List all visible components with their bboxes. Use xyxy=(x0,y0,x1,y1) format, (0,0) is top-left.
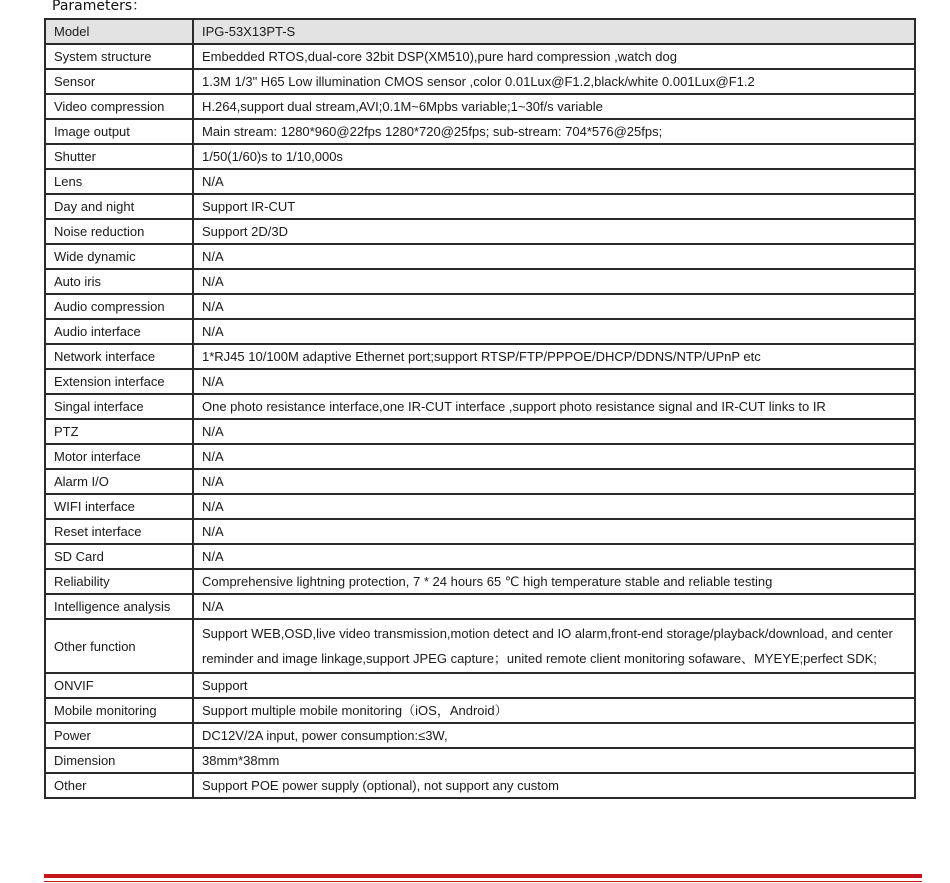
param-label: SD Card xyxy=(45,544,193,569)
table-row xyxy=(45,194,915,219)
table-row xyxy=(45,544,915,569)
param-label: Reset interface xyxy=(45,519,193,544)
table-row xyxy=(45,723,915,748)
param-value: N/A xyxy=(193,544,915,569)
parameters-table xyxy=(44,18,916,799)
table-row xyxy=(45,444,915,469)
param-label: Audio compression xyxy=(45,294,193,319)
table-row xyxy=(45,44,915,69)
param-label: Model xyxy=(45,19,193,44)
param-label: Noise reduction xyxy=(45,219,193,244)
table-row xyxy=(45,698,915,723)
param-label: Reliability xyxy=(45,569,193,594)
parameters-table-body xyxy=(45,19,915,798)
param-label: Video compression xyxy=(45,94,193,119)
table-row xyxy=(45,494,915,519)
footer-rule-thin xyxy=(44,881,922,882)
table-row xyxy=(45,419,915,444)
param-value: Main stream: 1280*960@22fps 1280*720@25fps; sub-stream: 704*576@25fps; xyxy=(193,119,915,144)
param-value: N/A xyxy=(193,369,915,394)
param-value: 38mm*38mm xyxy=(193,748,915,773)
param-label: Network interface xyxy=(45,344,193,369)
param-label: Extension interface xyxy=(45,369,193,394)
table-row xyxy=(45,619,915,673)
param-value: N/A xyxy=(193,269,915,294)
param-value: 1.3M 1/3" H65 Low illumination CMOS sensor ,color 0.01Lux@F1.2,black/white 0.001Lux@F1.2 xyxy=(193,69,915,94)
table-row xyxy=(45,569,915,594)
param-value: N/A xyxy=(193,494,915,519)
param-label: Image output xyxy=(45,119,193,144)
param-value: N/A xyxy=(193,594,915,619)
param-label: Power xyxy=(45,723,193,748)
param-label: Mobile monitoring xyxy=(45,698,193,723)
table-row xyxy=(45,19,915,44)
param-value: 1/50(1/60)s to 1/10,000s xyxy=(193,144,915,169)
param-value: Support 2D/3D xyxy=(193,219,915,244)
table-row xyxy=(45,244,915,269)
table-row xyxy=(45,294,915,319)
param-value: N/A xyxy=(193,244,915,269)
param-value: 1*RJ45 10/100M adaptive Ethernet port;support RTSP/FTP/PPPOE/DHCP/DDNS/NTP/UPnP etc xyxy=(193,344,915,369)
param-label: Singal interface xyxy=(45,394,193,419)
param-value: N/A xyxy=(193,444,915,469)
param-label: Alarm I/O xyxy=(45,469,193,494)
table-row xyxy=(45,219,915,244)
table-row xyxy=(45,269,915,294)
param-value: N/A xyxy=(193,419,915,444)
param-label: Sensor xyxy=(45,69,193,94)
param-label: Wide dynamic xyxy=(45,244,193,269)
table-row xyxy=(45,773,915,798)
table-row xyxy=(45,144,915,169)
param-value: Support WEB,OSD,live video transmission,motion detect and IO alarm,front-end storage/playback/download, and center reminder and image linkage,support JPEG capture；united remote client monitoring sofaware、MYEYE;perfect SDK; xyxy=(193,619,915,673)
param-value: Embedded RTOS,dual-core 32bit DSP(XM510),pure hard compression ,watch dog xyxy=(193,44,915,69)
table-row xyxy=(45,94,915,119)
param-label: WIFI interface xyxy=(45,494,193,519)
param-label: Dimension xyxy=(45,748,193,773)
param-value: N/A xyxy=(193,169,915,194)
param-label: Day and night xyxy=(45,194,193,219)
table-row xyxy=(45,119,915,144)
param-label: Other function xyxy=(45,619,193,673)
param-label: Auto iris xyxy=(45,269,193,294)
param-label: ONVIF xyxy=(45,673,193,698)
param-label: Audio interface xyxy=(45,319,193,344)
param-value: One photo resistance interface,one IR-CUT interface ,support photo resistance signal and IR-CUT links to IR xyxy=(193,394,915,419)
param-label: Intelligence analysis xyxy=(45,594,193,619)
table-row xyxy=(45,394,915,419)
param-value: Support POE power supply (optional), not support any custom xyxy=(193,773,915,798)
param-value: Comprehensive lightning protection, 7 * 24 hours 65 ℃ high temperature stable and reliable testing xyxy=(193,569,915,594)
param-value: N/A xyxy=(193,519,915,544)
table-row xyxy=(45,69,915,94)
param-value: DC12V/2A input, power consumption:≤3W, xyxy=(193,723,915,748)
param-label: System structure xyxy=(45,44,193,69)
param-label: PTZ xyxy=(45,419,193,444)
table-row xyxy=(45,673,915,698)
param-label: Shutter xyxy=(45,144,193,169)
param-label: Other xyxy=(45,773,193,798)
param-value: N/A xyxy=(193,469,915,494)
table-row xyxy=(45,748,915,773)
param-value: H.264,support dual stream,AVI;0.1M~6Mpbs variable;1~30f/s variable xyxy=(193,94,915,119)
table-row xyxy=(45,319,915,344)
footer-rule-thick xyxy=(44,874,922,878)
table-row xyxy=(45,169,915,194)
table-row xyxy=(45,344,915,369)
param-label: Motor interface xyxy=(45,444,193,469)
param-value: Support multiple mobile monitoring（iOS，Android） xyxy=(193,698,915,723)
table-row xyxy=(45,519,915,544)
param-value: N/A xyxy=(193,294,915,319)
param-value: Support xyxy=(193,673,915,698)
param-value: Support IR-CUT xyxy=(193,194,915,219)
param-label: Lens xyxy=(45,169,193,194)
table-row xyxy=(45,594,915,619)
param-value: IPG-53X13PT-S xyxy=(193,19,915,44)
page-heading: Parameters： xyxy=(52,0,147,14)
table-row xyxy=(45,469,915,494)
param-value: N/A xyxy=(193,319,915,344)
table-row xyxy=(45,369,915,394)
